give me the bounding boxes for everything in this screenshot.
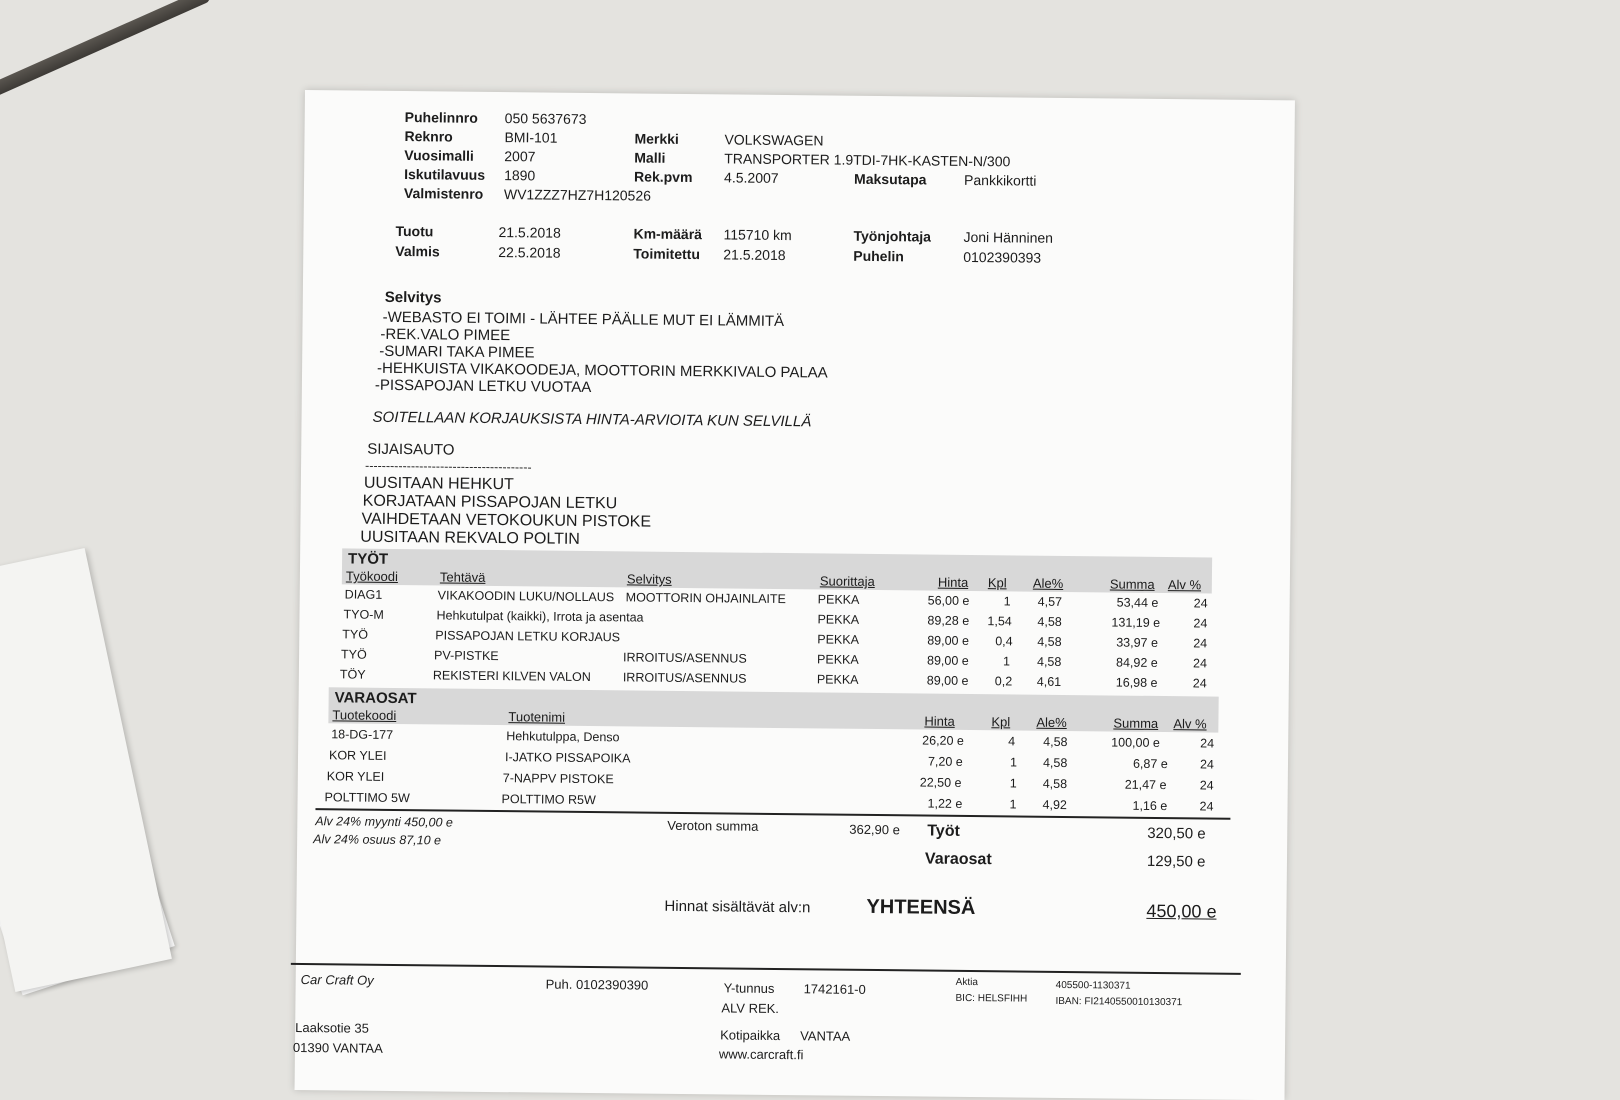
labor-cell-task: PV-PISTKE [434, 648, 499, 664]
net-label: Veroton summa [667, 817, 759, 834]
parts-col-price: Hinta [924, 713, 955, 729]
parts-cell-price: 22,50 e [919, 775, 962, 790]
postal-address: 01390 VANTAA [292, 1039, 383, 1056]
displacement-value: 1890 [504, 167, 536, 184]
labor-cell-explanation: IRROITUS/ASENNUS [622, 670, 747, 686]
labor-col-task: Tehtävä [439, 569, 486, 585]
labor-cell-price: 89,00 e [927, 633, 970, 648]
km-label: Km-määrä [633, 225, 703, 243]
paper-stack [0, 548, 172, 992]
delivered-value: 21.5.2018 [723, 246, 786, 264]
displacement-label: Iskutilavuus [404, 166, 486, 183]
labor-total-value: 320,50 e [1147, 824, 1206, 843]
ready-value: 22.5.2018 [498, 244, 561, 261]
bank-account: 405500-1130371 [1055, 979, 1131, 992]
parts-cell-price: 26,20 e [922, 733, 965, 748]
labor-cell-qty: 1 [1002, 654, 1011, 669]
parts-cell-qty: 4 [1008, 734, 1016, 749]
parts-cell-qty: 1 [1009, 797, 1017, 812]
labor-cell-performer: PEKKA [817, 632, 860, 647]
labor-cell-explanation: MOOTTORIN OHJAINLAITE [625, 590, 786, 607]
labor-cell-performer: PEKKA [816, 672, 859, 687]
explanation-line: -REK.VALO PIMEE [380, 325, 511, 345]
footer-rule [291, 963, 1241, 975]
labor-cell-sum: 53,44 e [1116, 595, 1159, 610]
parts-cell-discount: 4,92 [1042, 797, 1067, 813]
labor-cell-discount: 4,58 [1037, 614, 1062, 629]
company-phone: Puh. 0102390390 [545, 976, 649, 993]
model-label: Malli [634, 149, 666, 166]
parts-cell-sum: 100,00 e [1111, 735, 1160, 750]
parts-col-discount: Ale% [1036, 714, 1067, 731]
regdate-value: 4.5.2007 [724, 169, 779, 186]
parts-cell-code: POLTTIMO 5W [324, 790, 410, 806]
labor-cell-qty: 1 [1003, 594, 1011, 609]
pen [0, 0, 212, 106]
grand-total-value: 450,00 e [1146, 900, 1217, 922]
labor-cell-sum: 33,97 e [1116, 635, 1159, 650]
labor-cell-vat: 24 [1192, 656, 1208, 671]
parts-header-band [328, 687, 1218, 732]
labor-col-code: Työkoodi [345, 568, 399, 584]
labor-cell-price: 89,00 e [926, 653, 969, 668]
bic: BIC: HELSFIHH [955, 992, 1028, 1005]
alv-reg: ALV REK. [721, 1000, 780, 1017]
labor-cell-task: Hehkutulpat (kaikki), Irrota ja asentaa [436, 608, 644, 625]
vin-label: Valmistenro [403, 185, 484, 202]
regdate-label: Rek.pvm [634, 168, 693, 186]
labor-cell-discount: 4,58 [1037, 634, 1062, 649]
labor-cell-task: PISSAPOJAN LETKU KORJAUS [435, 628, 621, 645]
vin-value: WV1ZZZ7HZ7H120526 [503, 186, 652, 204]
labor-col-discount: Ale% [1032, 575, 1064, 591]
ytunnus-label: Y-tunnus [723, 980, 775, 996]
labor-col-sum: Summa [1109, 576, 1155, 592]
labor-cell-price: 89,28 e [927, 613, 970, 628]
divider: ---------------------------------------- [364, 458, 532, 475]
domicile-label: Kotipaikka [720, 1027, 781, 1044]
labor-cell-vat: 24 [1193, 616, 1208, 631]
tel-value: 0102390393 [963, 248, 1042, 266]
parts-cell-sum: 1,16 e [1132, 798, 1168, 814]
brought-label: Tuotu [395, 222, 434, 240]
parts-cell-name: I-JATKO PISSAPOIKA [504, 750, 631, 766]
year-value: 2007 [504, 148, 536, 165]
parts-col-code: Tuotekoodi [332, 707, 397, 723]
action-line: KORJATAAN PISSAPOJAN LETKU [362, 492, 618, 513]
labor-col-performer: Suorittaja [819, 573, 875, 589]
make-label: Merkki [634, 130, 679, 147]
labor-cell-performer: PEKKA [817, 612, 860, 627]
labor-cell-performer: PEKKA [817, 592, 860, 607]
ready-label: Valmis [395, 242, 440, 260]
bank-name: Aktia [955, 976, 978, 989]
labor-cell-code: TYO-M [343, 607, 384, 622]
website: www.carcraft.fi [718, 1046, 804, 1063]
labor-title: TYÖT [348, 550, 389, 568]
parts-cell-code: KOR YLEI [326, 769, 385, 784]
tel-label: Puhelin [853, 247, 904, 265]
brought-value: 21.5.2018 [498, 224, 561, 241]
payment-label: Maksutapa [854, 170, 927, 188]
labor-cell-code: TYÖ [341, 647, 367, 662]
explanation-title: Selvitys [384, 288, 442, 307]
parts-cell-code: KOR YLEI [328, 748, 387, 763]
street-address: Laaksotie 35 [295, 1019, 369, 1036]
labor-col-vat: Alv % [1167, 577, 1202, 593]
explanation-line: -PISSAPOJAN LETKU VUOTAA [374, 376, 592, 397]
foreman-value: Joni Hänninen [963, 228, 1054, 246]
parts-cell-discount: 4,58 [1043, 734, 1068, 750]
labor-cell-code: TÖY [339, 667, 366, 682]
parts-cell-vat: 24 [1199, 778, 1214, 793]
parts-cell-vat: 24 [1200, 736, 1215, 751]
phone-label: Puhelinnro [404, 109, 478, 126]
labor-cell-vat: 24 [1193, 596, 1208, 611]
labor-cell-qty: 0,2 [994, 674, 1013, 689]
labor-cell-discount: 4,57 [1037, 594, 1063, 609]
labor-cell-task: REKISTERI KILVEN VALON [432, 668, 591, 685]
estimate-note: SOITELLAAN KORJAUKSISTA HINTA-ARVIOITA KUN SELVILLÄ [372, 408, 812, 431]
grand-total-label: YHTEENSÄ [866, 895, 976, 920]
explanation-line: -SUMARI TAKA PIMEE [379, 342, 535, 362]
year-label: Vuosimalli [404, 147, 474, 164]
labor-cell-task: VIKAKOODIN LUKU/NOLLAUS [437, 588, 615, 605]
labor-col-price: Hinta [937, 574, 969, 590]
parts-col-vat: Alv % [1173, 716, 1207, 732]
parts-total-value: 129,50 e [1146, 852, 1206, 871]
parts-cell-sum: 21,47 e [1124, 777, 1167, 793]
labor-cell-price: 89,00 e [926, 673, 969, 688]
delivered-label: Toimitettu [633, 245, 701, 263]
net-value: 362,90 e [849, 821, 900, 838]
parts-total-label: Varaosat [924, 850, 992, 869]
reg-value: BMI-101 [504, 129, 558, 146]
labor-cell-sum: 131,19 e [1111, 615, 1161, 630]
parts-cell-vat: 24 [1199, 757, 1214, 772]
parts-cell-price: 7,20 e [927, 754, 963, 769]
parts-cell-qty: 1 [1009, 776, 1017, 791]
labor-cell-sum: 84,92 e [1115, 655, 1158, 670]
labor-cell-price: 56,00 e [927, 593, 970, 608]
parts-col-qty: Kpl [991, 714, 1011, 730]
parts-cell-discount: 4,58 [1042, 776, 1068, 792]
payment-value: Pankkikortti [964, 171, 1037, 189]
action-line: VAIHDETAAN VETOKOUKUN PISTOKE [361, 510, 652, 531]
parts-cell-price: 1,22 e [927, 796, 963, 811]
labor-cell-explanation: IRROITUS/ASENNUS [623, 650, 747, 666]
explanation-line: -WEBASTO EI TOIMI - LÄHTEE PÄÄLLE MUT EI LÄMMITÄ [382, 308, 785, 331]
invoice-paper [292, 90, 1295, 1100]
parts-cell-name: Hehkutulppa, Denso [506, 729, 620, 745]
domicile-value: VANTAA [800, 1028, 851, 1044]
labor-cell-code: TYÖ [342, 627, 369, 642]
action-line: UUSITAAN REKVALO POLTIN [360, 528, 581, 548]
parts-col-sum: Summa [1113, 715, 1159, 731]
parts-cell-qty: 1 [1009, 755, 1018, 770]
labor-cell-sum: 16,98 e [1115, 675, 1158, 690]
parts-cell-discount: 4,58 [1042, 755, 1068, 771]
labor-cell-code: DIAG1 [344, 587, 383, 602]
labor-cell-discount: 4,58 [1036, 654, 1062, 669]
labor-cell-performer: PEKKA [816, 652, 859, 667]
explanation-line: -HEHKUISTA VIKAKOODEJA, MOOTTORIN MERKKIVALO PALAA [377, 359, 828, 382]
phone-value: 050 5637673 [504, 110, 587, 127]
vat-share: Alv 24% osuus 87,10 e [313, 832, 442, 848]
reg-label: Reknro [404, 128, 453, 145]
labor-cell-discount: 4,61 [1036, 674, 1062, 689]
parts-cell-code: 18-DG-177 [331, 727, 394, 742]
parts-cell-sum: 6,87 e [1132, 756, 1168, 772]
parts-cell-name: 7-NAPPV PISTOKE [502, 771, 614, 787]
parts-title: VARAOSAT [334, 689, 417, 708]
labor-total-label: Työt [927, 822, 960, 840]
action-line: UUSITAAN HEHKUT [363, 474, 514, 494]
parts-cell-vat: 24 [1199, 799, 1214, 814]
labor-cell-vat: 24 [1192, 676, 1207, 691]
iban: IBAN: FI2140550010130371 [1055, 995, 1183, 1009]
replacement-car: SIJAISAUTO [367, 440, 455, 459]
company-name: Car Craft Oy [300, 972, 374, 988]
vat-sales: Alv 24% myynti 450,00 e [315, 814, 453, 830]
labor-col-qty: Kpl [987, 575, 1007, 591]
labor-cell-vat: 24 [1193, 636, 1208, 651]
make-value: VOLKSWAGEN [724, 131, 824, 149]
labor-col-explanation: Selvitys [626, 571, 672, 587]
model-value: TRANSPORTER 1.9TDI-7HK-KASTEN-N/300 [724, 150, 1011, 170]
parts-cell-name: POLTTIMO R5W [501, 792, 596, 808]
foreman-label: Työnjohtaja [853, 227, 932, 245]
parts-col-name: Tuotenimi [508, 709, 566, 725]
km-value: 115710 km [723, 226, 792, 244]
incl-vat-note: Hinnat sisältävät alv:n [664, 897, 811, 917]
labor-cell-qty: 0,4 [995, 634, 1013, 649]
labor-cell-qty: 1,54 [987, 614, 1012, 629]
ytunnus-value: 1742161-0 [803, 981, 866, 997]
